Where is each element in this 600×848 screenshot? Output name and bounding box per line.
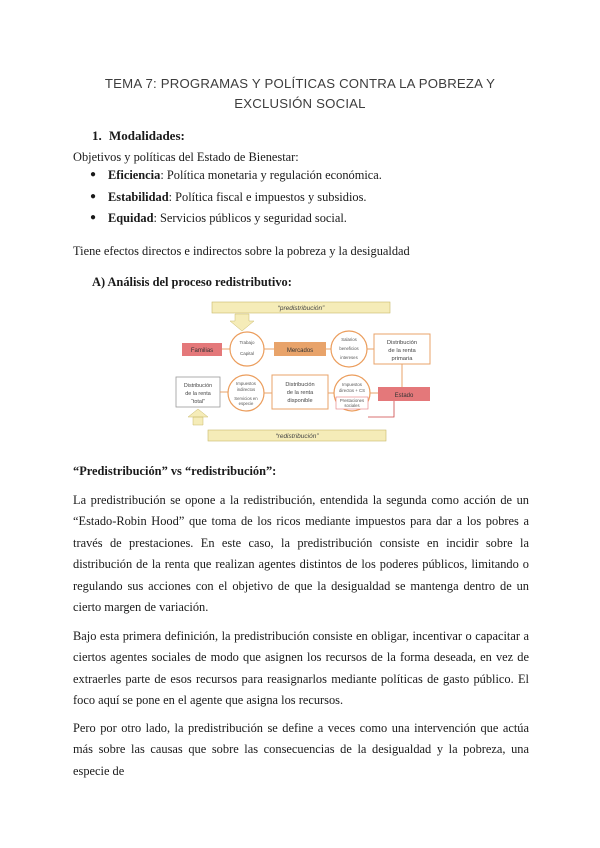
list-item [90,210,382,232]
dist-total-line-2: de la renta [185,391,211,397]
dist-disp-line-2: de la renta [286,390,314,396]
impuestos-ind-line-1: Impuestos [236,381,256,386]
dist-primaria-line-3: primaria [391,356,413,362]
intro-text: Objetivos y políticas del Estado de Bienestar: [73,150,299,164]
objectives-list [90,167,382,232]
paragraph-3: Pero por otro lado, la predistribución se define a veces como una intervención que actúa más sobre las causas que sobre las consecuencias de la desigualdad y la pobreza, una especie de [73,721,529,778]
trabajo-capital-circle [230,332,264,366]
section-heading-1 [92,128,185,144]
impuestos-ind-line-2: indirectos [236,387,256,392]
salarios-label: Salarios [341,337,357,342]
subsection-heading-a: A) Análisis del proceso redistributivo: [92,275,292,289]
title-line-1: TEMA 7: PROGRAMAS Y POLÍTICAS CONTRA LA POBREZA Y [104,76,496,91]
dist-primaria-line-1: Distribución [386,340,418,346]
bullet-icon: ● [90,212,97,223]
servicios-line-1: Servicios en [234,396,258,401]
list-term: Estabilidad [108,189,169,204]
list-term: Equidad [108,211,154,225]
redistribution-diagram [172,299,434,449]
impuestos-dir-line-2: directos + CS [339,388,365,393]
impuestos-dir-line-1: Impuestos [342,382,362,387]
redistribucion-label: “redistribución” [275,433,319,440]
list-term: Eficiencia [108,168,161,182]
list-item [90,189,382,211]
list-text: : Servicios públicos y seguridad social. [153,211,347,225]
diagram-svg [172,299,434,449]
effects-text: Tiene efectos directos e indirectos sobre la pobreza y la desigualdad [73,244,410,258]
estado-label: Estado [394,393,414,399]
familias-label: Familias [190,348,214,354]
up-arrow-icon [188,409,208,425]
bullet-icon: ● [90,190,97,202]
list-text: : Política fiscal e impuestos y subsidios. [168,189,367,204]
dist-total-line-1: Distribución [183,383,213,389]
dist-disp-line-3: disponible [287,398,313,404]
list-text: : Política monetaria y regulación económica. [160,168,382,182]
beneficios-label: beneficios [339,346,359,351]
down-arrow-icon [230,314,254,331]
dist-primaria-line-2: de la renta [388,348,416,354]
section-title: Modalidades: [109,128,185,143]
pre-vs-re-heading: “Predistribución” vs “redistribución”: [73,464,277,478]
dist-total-line-3: “total” [191,399,205,405]
page-title [60,74,540,114]
paragraph-2: Bajo esta primera definición, la predistribución consiste en obligar, incentivar o capacitar a ciertos agentes sociales de modo que asignen los recursos de la forma deseada, en vez de extraerles parte de esos recursos para reasignarlos mediante políticas de gasto público. El foco aquí se pone en el agente que asigna los recursos. [73,629,529,708]
section-number: 1. [92,128,102,143]
predistribucion-label: “predistribución” [277,305,325,312]
trabajo-label: Trabajo [239,340,255,345]
title-line-2: EXCLUSIÓN SOCIAL [234,96,366,111]
servicios-line-2: especie [238,401,254,406]
dist-disp-line-1: Distribución [285,382,315,388]
capital-label: Capital [239,351,255,356]
list-item [90,167,382,189]
bullet-icon: ● [90,169,97,180]
prestaciones-line-1: Prestaciones [339,398,365,403]
intereses-label: intereses [340,355,358,360]
connector [368,401,394,417]
mercados-label: Mercados [286,348,314,354]
prestaciones-line-2: sociales [344,403,360,408]
paragraph-1: La predistribución se opone a la redistribución, entendida la segunda como acción de un “Estado-Robin Hood” que toma de los ricos mediante impuestos para dar a los pobres a través de prestaciones. En este caso, la predistribución consiste en incidir sobre la distribución de la renta que realizan agentes distintos de los poderes públicos, limitando o regulando sus acciones con el objetivo de que la desigualdad se mantenga dentro de un cierto margen de variación. [73,493,529,615]
